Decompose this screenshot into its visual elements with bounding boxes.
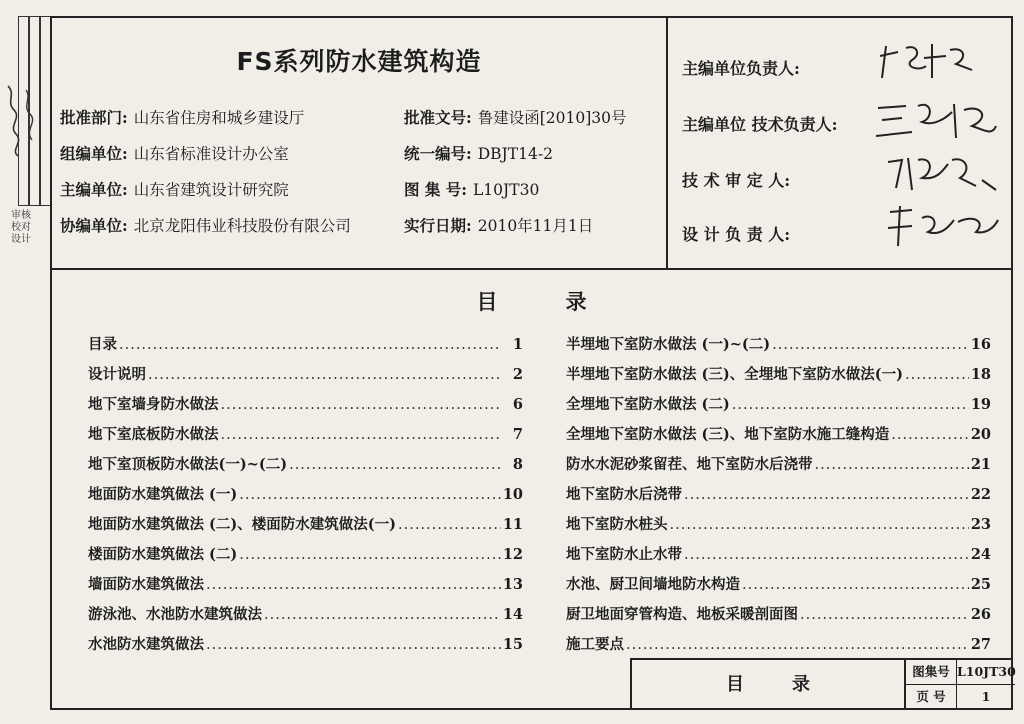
toc-item[interactable] xyxy=(566,630,991,660)
toc-item-page: 14 xyxy=(502,606,523,623)
toc-item[interactable] xyxy=(566,570,991,600)
toc-item-title: 墙面防水建筑做法 xyxy=(88,576,204,593)
toc-item[interactable] xyxy=(566,480,991,510)
effective-date-label: 实行日期: xyxy=(404,216,472,235)
toc-item-page: 18 xyxy=(970,366,991,383)
toc-item-title: 地面防水建筑做法 (二)、楼面防水建筑做法(一) xyxy=(88,516,396,533)
toc-item-page: 26 xyxy=(970,606,991,623)
toc-item[interactable] xyxy=(566,510,991,540)
footer-title xyxy=(632,660,904,710)
toc-item[interactable] xyxy=(88,570,523,600)
toc-item-title: 目录 xyxy=(88,336,117,353)
toc-left-column xyxy=(88,330,523,660)
toc-item[interactable] xyxy=(88,480,523,510)
toc-item[interactable] xyxy=(566,330,991,360)
atlas-no-value: L10JT30 xyxy=(473,181,540,199)
toc-item[interactable] xyxy=(566,540,991,570)
toc-item-title: 半埋地下室防水做法 (三)、全埋地下室防水做法(一) xyxy=(566,366,903,383)
co-editor-label: 协编单位: xyxy=(60,216,128,235)
toc-heading xyxy=(52,286,1011,316)
toc-item-page: 19 xyxy=(970,396,991,413)
toc-item-page: 2 xyxy=(512,366,523,383)
toc-item-page: 8 xyxy=(512,456,523,473)
compile-unit-row xyxy=(60,142,289,166)
toc-right-column xyxy=(566,330,991,660)
atlas-no-cell xyxy=(906,660,1015,685)
approval-dept-value: 山东省住房和城乡建设厅 xyxy=(133,109,305,127)
page-no-key: 页 号 xyxy=(906,685,957,709)
toc-item-title: 游泳池、水池防水建筑做法 xyxy=(88,606,262,623)
margin-signature-icon xyxy=(2,80,46,160)
unified-no-row xyxy=(404,142,553,166)
compile-unit-label: 组编单位: xyxy=(60,144,128,163)
toc-item[interactable] xyxy=(88,510,523,540)
chief-unit-head-row xyxy=(682,56,800,86)
toc-item[interactable] xyxy=(566,360,991,390)
toc-item-title: 厨卫地面穿管构造、地板采暖剖面图 xyxy=(566,606,798,623)
signature-tech-review-icon xyxy=(882,150,1002,200)
toc-item-page: 7 xyxy=(512,426,523,443)
compile-unit-value: 山东省标准设计办公室 xyxy=(133,145,289,163)
chief-unit-head-label: 主编单位负责人: xyxy=(682,59,800,78)
toc-item-page: 6 xyxy=(512,396,523,413)
toc-item-page: 25 xyxy=(970,576,991,593)
toc-item-title: 全埋地下室防水做法 (二) xyxy=(566,396,730,413)
responsible-persons xyxy=(668,18,1011,268)
chief-editor-row xyxy=(60,178,289,202)
atlas-no-label: 图 集 号: xyxy=(404,180,468,199)
chief-unit-tech-label: 主编单位 技术负责人: xyxy=(682,115,838,134)
toc-item-title: 地下室防水桩头 xyxy=(566,516,668,533)
title-block xyxy=(52,18,1011,270)
toc-item-page: 22 xyxy=(970,486,991,503)
toc-item-title: 地下室顶板防水做法(一)~(二) xyxy=(88,456,288,473)
toc-item-page: 11 xyxy=(502,516,523,533)
toc-item-page: 21 xyxy=(970,456,991,473)
atlas-no-key: 图集号 xyxy=(906,660,957,684)
atlas-title: FS系列防水建筑构造 xyxy=(236,47,482,76)
toc-item[interactable] xyxy=(88,360,523,390)
toc-item-page: 1 xyxy=(512,336,523,353)
drawing-sheet xyxy=(50,16,1016,710)
signature-design-lead-icon xyxy=(882,202,1002,254)
toc-item-page: 15 xyxy=(502,636,523,653)
toc-item-title: 地下室防水止水带 xyxy=(566,546,682,563)
tech-review-row xyxy=(682,168,790,198)
signature-chief-unit-tech-icon xyxy=(872,96,1002,148)
toc-item-page: 12 xyxy=(502,546,523,563)
signature-chief-unit-head-icon xyxy=(876,38,996,86)
design-lead-row xyxy=(682,222,790,252)
toc-item-page: 16 xyxy=(970,336,991,353)
toc-item[interactable] xyxy=(88,330,523,360)
chief-editor-label: 主编单位: xyxy=(60,180,128,199)
stamp-label-design: 设计 xyxy=(11,234,31,245)
toc-item-page: 13 xyxy=(502,576,523,593)
toc-item-title: 半埋地下室防水做法 (一)~(二) xyxy=(566,336,771,353)
approval-dept-row xyxy=(60,106,304,130)
toc-item[interactable] xyxy=(566,450,991,480)
toc-item-page: 20 xyxy=(970,426,991,443)
atlas-no-row xyxy=(404,178,539,202)
chief-unit-tech-row xyxy=(682,112,837,142)
toc-item-title: 防水水泥砂浆留茬、地下室防水后浇带 xyxy=(566,456,813,473)
co-editor-value: 北京龙阳伟业科技股份有限公司 xyxy=(133,217,351,235)
chief-editor-value: 山东省建筑设计研究院 xyxy=(133,181,289,199)
page-no-cell xyxy=(906,685,1015,709)
approval-no-row xyxy=(404,106,627,130)
footer-title-char-2: 录 xyxy=(792,674,810,695)
toc-item-page: 10 xyxy=(502,486,523,503)
toc-item[interactable] xyxy=(88,420,523,450)
footer-block xyxy=(630,658,1016,710)
approval-no-value: 鲁建设函[2010]30号 xyxy=(477,109,627,127)
toc-item-title: 施工要点 xyxy=(566,636,624,653)
toc-item-title: 地下室底板防水做法 xyxy=(88,426,219,443)
toc-item-title: 水池、厨卫间墙地防水构造 xyxy=(566,576,740,593)
toc-item-title: 水池防水建筑做法 xyxy=(88,636,204,653)
binding-margin xyxy=(2,10,48,245)
tech-review-label: 技 术 审 定 人: xyxy=(682,171,791,190)
atlas-no-val: L10JT30 xyxy=(957,664,1016,679)
toc-item-title: 楼面防水建筑做法 (二) xyxy=(88,546,238,563)
co-editor-row xyxy=(60,214,351,238)
toc-item-page: 23 xyxy=(970,516,991,533)
page-no-val: 1 xyxy=(981,689,991,704)
footer-grid xyxy=(904,660,1015,710)
toc-item[interactable] xyxy=(88,600,523,630)
toc-item-page: 24 xyxy=(970,546,991,563)
toc-item[interactable] xyxy=(566,390,991,420)
approval-dept-label: 批准部门: xyxy=(60,108,128,127)
title-block-info xyxy=(52,18,666,268)
toc-item[interactable] xyxy=(88,450,523,480)
toc-item-page: 27 xyxy=(970,636,991,653)
toc-item[interactable] xyxy=(88,390,523,420)
toc-item[interactable] xyxy=(566,420,991,450)
effective-date-row xyxy=(404,214,593,238)
toc-item-title: 地面防水建筑做法 (一) xyxy=(88,486,238,503)
toc-item-title: 地下室墙身防水做法 xyxy=(88,396,219,413)
toc-item[interactable] xyxy=(88,630,523,660)
toc-item-title: 地下室防水后浇带 xyxy=(566,486,682,503)
toc-item-title: 设计说明 xyxy=(88,366,146,383)
effective-date-value: 2010年11月1日 xyxy=(477,217,594,235)
design-lead-label: 设 计 负 责 人: xyxy=(682,225,791,244)
toc-item[interactable] xyxy=(88,540,523,570)
toc-heading-char-1: 目 xyxy=(476,289,498,314)
toc-item-title: 全埋地下室防水做法 (三)、地下室防水施工缝构造 xyxy=(566,426,890,443)
approval-no-label: 批准文号: xyxy=(404,108,472,127)
unified-no-label: 统一编号: xyxy=(404,144,472,163)
stamp-label-proof: 校对 xyxy=(11,222,31,233)
stamp-label-review: 审核 xyxy=(11,210,31,221)
toc-item[interactable] xyxy=(566,600,991,630)
footer-title-char-1: 目 xyxy=(726,674,744,695)
unified-no-value: DBJT14-2 xyxy=(477,145,553,163)
toc-heading-char-2: 录 xyxy=(565,289,587,314)
